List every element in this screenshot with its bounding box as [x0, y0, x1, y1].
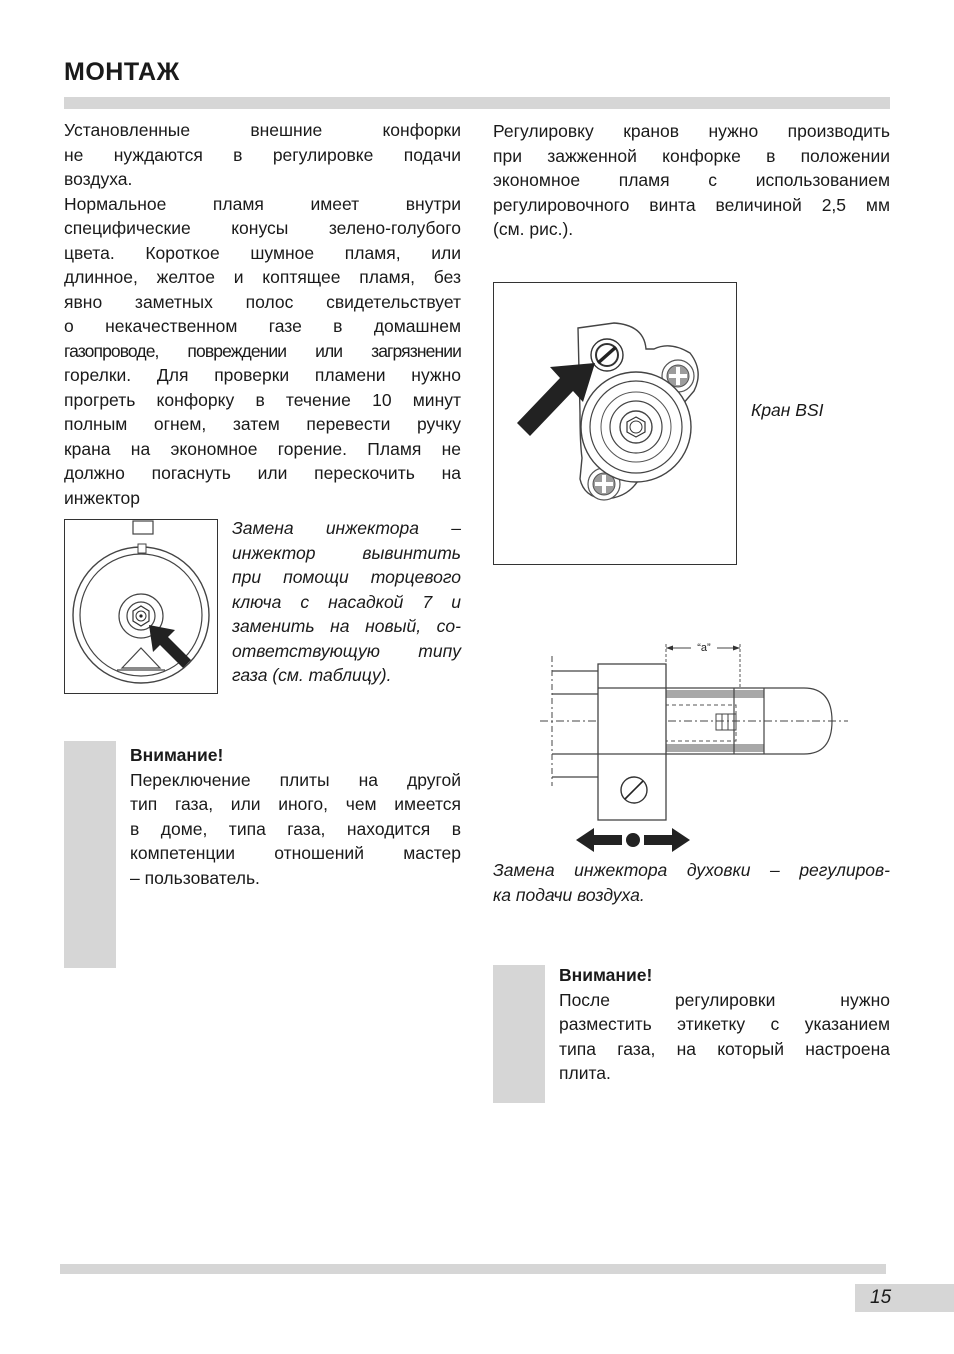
text-line: крана на экономное горение. Пламя не	[64, 438, 461, 459]
caption-line: Замена инжектора духовки – регулиров-	[493, 860, 890, 880]
caption-line: инжектор вывинтить	[232, 542, 461, 563]
oven-caption	[493, 858, 890, 907]
note-marker	[64, 741, 116, 968]
caption-line: заменить на новый, со-	[232, 616, 461, 636]
injector-caption	[232, 516, 461, 688]
oven-injector-figure	[536, 636, 852, 856]
text-line: длинное, желтое и коптящее пламя, без	[64, 267, 461, 287]
note-line: После регулировки нужно	[559, 989, 890, 1010]
left-note	[130, 743, 461, 890]
double-arrow-icon	[576, 828, 690, 852]
caption-line: при помощи торцевого	[232, 567, 461, 587]
text-line: цвета. Короткое шумное пламя, или	[64, 242, 461, 263]
text-line: явно заметных полос свидетельствует	[64, 291, 461, 312]
note-line: типа газа, на который настроена	[559, 1038, 890, 1059]
text-line: специфические конусы зелено-голубого	[64, 218, 461, 238]
note-line: плита.	[559, 1063, 611, 1083]
footer-divider	[60, 1264, 886, 1274]
screw-icon	[591, 339, 623, 371]
caption-line: газа (см. таблицу).	[232, 665, 392, 685]
text-line: при зажженной конфорке в положении	[493, 145, 890, 166]
page-title: МОНТАЖ	[64, 58, 180, 86]
text-line: Нормальное пламя имеет внутри	[64, 193, 461, 214]
note-line: разместить этикетку с указанием	[559, 1014, 890, 1034]
text-line: регулировочного винта величиной 2,5 мм	[493, 194, 890, 215]
text-line: прогреть конфорку в течение 10 минут	[64, 389, 461, 410]
text-line: Регулировку кранов нужно производить	[493, 121, 890, 141]
caption-line: ка подачи воздуха.	[493, 884, 645, 905]
note-line: тип газа, или иного, чем имеется	[130, 794, 461, 814]
right-note	[559, 963, 890, 1086]
text-line: газопроводе, повреждении или загрязнении	[64, 340, 461, 361]
note-marker	[493, 965, 545, 1103]
valve-figure	[493, 282, 737, 565]
screw-icon	[621, 777, 647, 803]
note-title: Внимание!	[559, 965, 653, 985]
page-number: 15	[855, 1284, 954, 1312]
note-line: компетенции отношений мастер	[130, 843, 461, 863]
text-line: (см. рис.).	[493, 219, 574, 239]
text-line: воздуха.	[64, 169, 133, 189]
text-line: инжектор	[64, 487, 141, 508]
note-line: Переключение плиты на другой	[130, 769, 461, 790]
text-line: горелки. Для проверки пламени нужно	[64, 365, 461, 385]
caption-line: ответствующую типу	[232, 640, 461, 661]
text-line: не нуждаются в регулировке подачи	[64, 144, 461, 165]
text-line: Установленные внешние конфорки	[64, 120, 461, 140]
note-title: Внимание!	[130, 745, 224, 765]
dimension-label: “a”	[697, 642, 711, 654]
text-line: о некачественном газе в домашнем	[64, 316, 461, 336]
text-line: полным огнем, затем перевести ручку	[64, 414, 461, 434]
injector-figure	[64, 519, 218, 694]
caption-line: Замена инжектора –	[232, 518, 461, 538]
valve-caption: Кран BSI	[751, 400, 824, 420]
note-line: – пользователь.	[130, 867, 260, 888]
caption-line: ключа с насадкой 7 и	[232, 591, 461, 612]
header-divider	[64, 97, 890, 109]
right-intro-text	[493, 119, 890, 242]
arrow-icon	[149, 625, 191, 668]
text-line: должно погаснуть или перескочить на	[64, 463, 461, 483]
left-intro-text	[64, 118, 461, 510]
text-line: экономное пламя с использованием	[493, 170, 890, 190]
note-line: в доме, типа газа, находится в	[130, 818, 461, 839]
